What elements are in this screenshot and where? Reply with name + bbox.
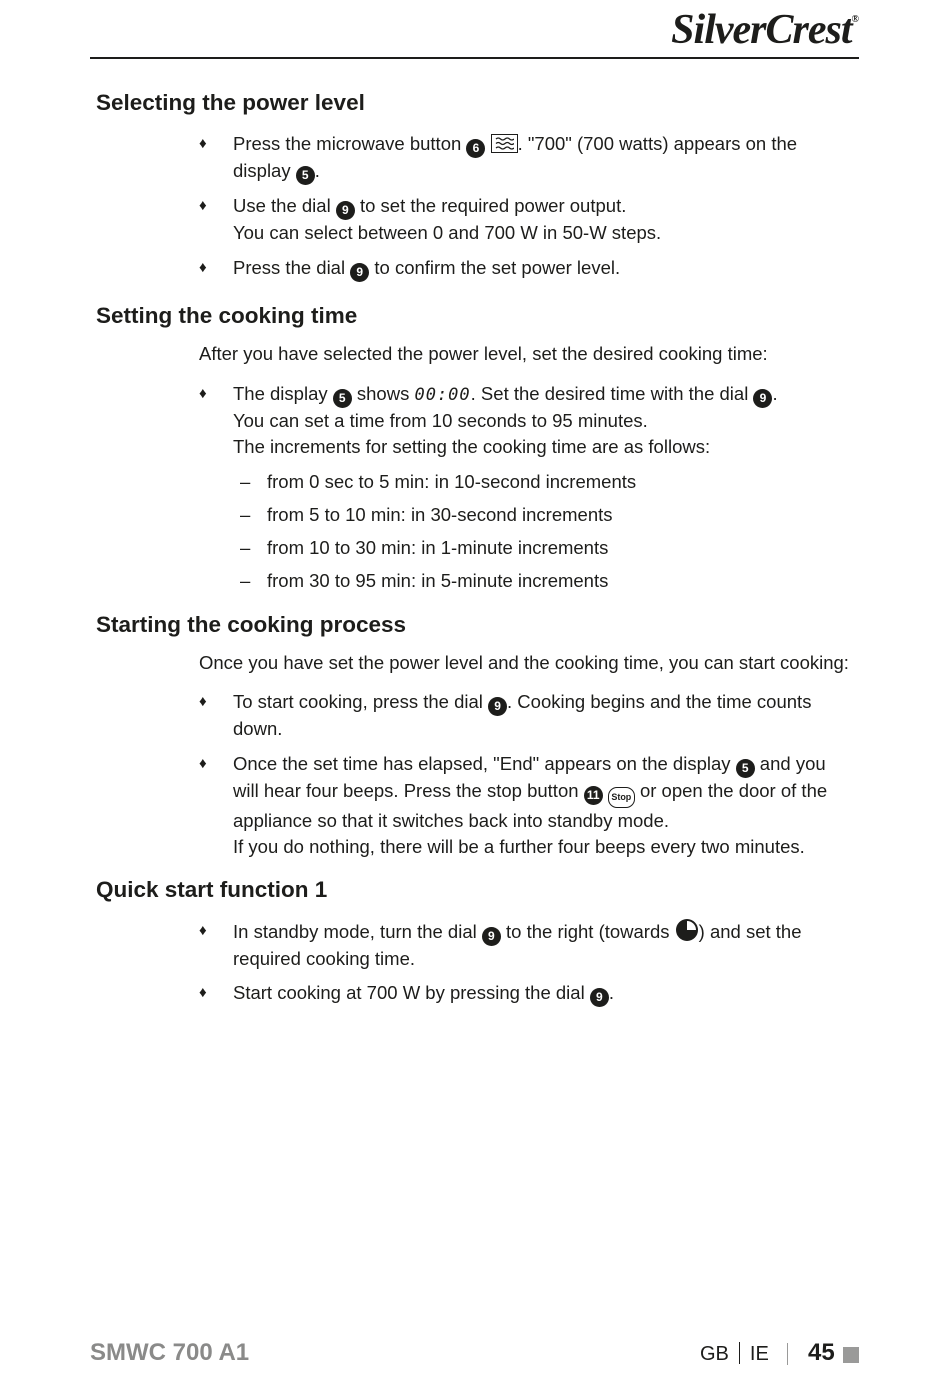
bullet-icon: ♦	[199, 135, 207, 152]
section-title-time: Setting the cooking time	[96, 303, 358, 328]
section-title-quick: Quick start function 1	[96, 877, 328, 902]
section-intro: Once you have set the power level and the cooking time, you can start cooking:	[199, 652, 849, 673]
ref-number: 9	[482, 927, 501, 946]
bullet-icon: ♦	[199, 984, 207, 1001]
list-item: ♦ In standby mode, turn the dial 9 to the right (towards ) and set the required cooking time.	[199, 918, 859, 972]
dash-item: – from 5 to 10 min: in 30-second increments	[240, 504, 613, 525]
header-rule	[90, 57, 859, 59]
ref-number: 9	[590, 988, 609, 1007]
section-intro: After you have selected the power level, set the desired cooking time:	[199, 343, 768, 364]
footer-model: SMWC 700 A1	[90, 1339, 250, 1366]
ref-number: 9	[488, 697, 507, 716]
bullet-icon: ♦	[199, 259, 207, 276]
ref-number: 5	[333, 389, 352, 408]
bullet-icon: ♦	[199, 197, 207, 214]
ref-number: 9	[336, 201, 355, 220]
ref-number: 11	[584, 786, 603, 805]
section-title-power: Selecting the power level	[96, 90, 365, 115]
list-item: ♦ The display 5 shows 00:00. Set the desired time with the dial 9 . You can set a time from 10 seconds to 95 minutes. The increments for setting the cooking time are as follows:	[199, 383, 778, 457]
page-number: 45	[808, 1339, 835, 1366]
bullet-icon: ♦	[199, 922, 207, 939]
dash-item: – from 0 sec to 5 min: in 10-second increments	[240, 471, 637, 492]
ref-number: 5	[296, 166, 315, 185]
list-item: ♦ To start cooking, press the dial 9 . Cooking begins and the time counts down.	[199, 691, 812, 739]
bullet-icon: ♦	[199, 385, 207, 402]
dash-item: – from 10 to 30 min: in 1-minute increments	[240, 537, 609, 558]
microwave-icon	[491, 134, 518, 153]
display-readout: 00:00	[414, 385, 471, 405]
ref-number: 6	[466, 139, 485, 158]
stop-icon: Stop	[608, 787, 635, 808]
ref-number: 5	[736, 759, 755, 778]
list-item: ♦ Use the dial 9 to set the required power output. You can select between 0 and 700 W in 50-W steps.	[199, 195, 662, 243]
list-item: ♦ Start cooking at 700 W by pressing the dial 9 .	[199, 980, 859, 1007]
dash-item: – from 30 to 95 min: in 5-minute increments	[240, 570, 609, 591]
section-title-start: Starting the cooking process	[96, 612, 407, 637]
brand-logo: SilverCrest®	[671, 7, 858, 53]
page-marker	[843, 1347, 859, 1363]
list-item: ♦ Press the dial 9 to confirm the set power level.	[199, 255, 859, 282]
list-item: ♦ Once the set time has elapsed, "End" appears on the display 5 and you will hear four beeps. Press the stop button 11 Stop or open the door of the appliance so that it switches back into standby mode. If you do nothing, there will be a further four beeps every two minutes.	[199, 753, 828, 857]
clock-icon	[675, 918, 699, 942]
list-item: ♦ Press the microwave button 6 . "700" (700 watts) appears on the display 5 .	[199, 131, 859, 185]
footer-divider	[739, 1342, 740, 1364]
ref-number: 9	[350, 263, 369, 282]
ref-number: 9	[753, 389, 772, 408]
footer-languages: GB IE	[700, 1343, 769, 1365]
footer-divider	[787, 1343, 788, 1365]
bullet-icon: ♦	[199, 693, 207, 710]
bullet-icon: ♦	[199, 755, 207, 772]
